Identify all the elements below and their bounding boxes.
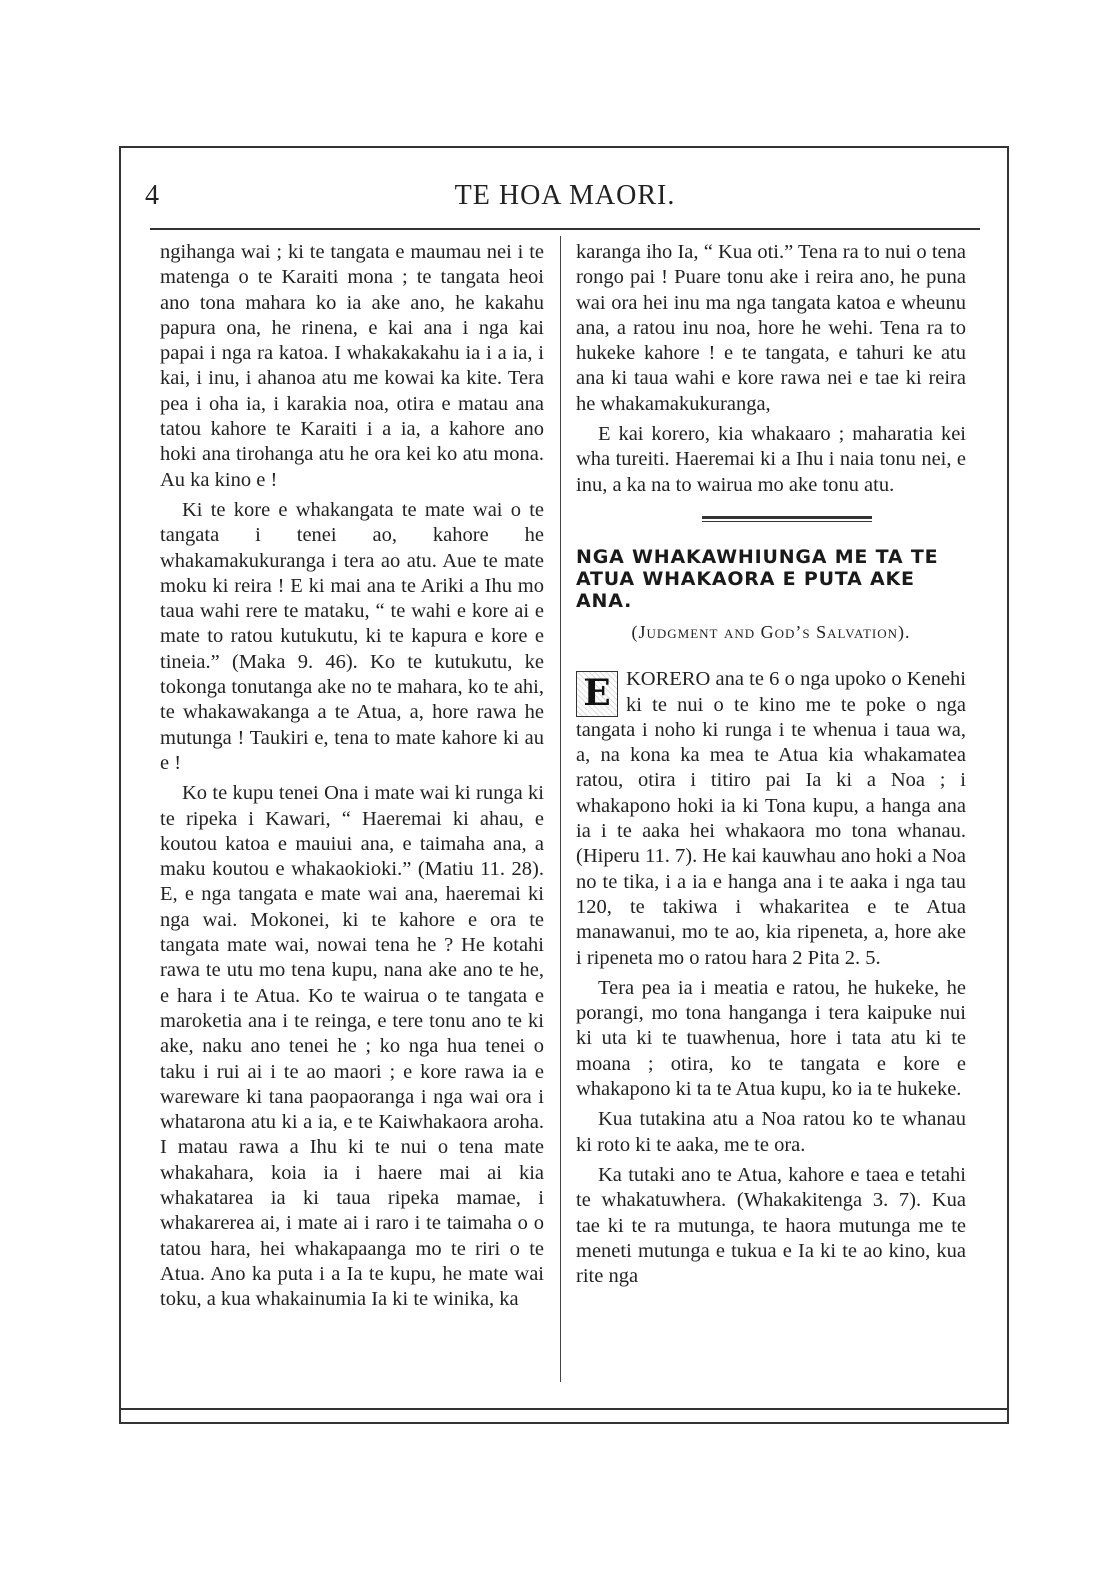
section-subtitle: (Judgment and God’s Salvation). — [631, 621, 911, 642]
right-paragraph-1: karanga iho Ia, “ Kua oti.” Tena ra to nui o tena rongo pai ! Puare tonu ake i reira ano, he puna wai ora hei inu ma nga tangata katoa e wheunu ana, a ratou inu noa, hore he wehi. Tena ra to hukeke kahore ! e te tangata, e tahuri ke atu ana ki taua wahi e kore rawa nei e tae ki reira he whakamakukuranga, — [576, 241, 966, 415]
bottom-rule — [119, 1408, 1009, 1410]
left-paragraph-2: Ki te kore e whakangata te mate wai o te tangata i tenei ao, kahore he whakamakukuranga i tera ao atu. Aue te mate moku ki reira ! E ki mai ana te Ariki a Ihu mo taua wahi rere te mataku, “ te wahi e kore ai e mate to ratou kutukutu, ki te kapura e kore e tineia.” (Maka 9. 46). Ko te kutukutu, ke tokonga tonutanga ake no te mahara, ko te ahi, te whakawakanga a te Atua, a, hore rawa he mutunga ! Taukiri e, tena to mate kahore ki au e ! — [160, 498, 544, 774]
right-paragraph-5: Ka tutaki ano te Atua, kahore e taea e tetahi te whakatuwhera. (Whakakitenga 3. 7). Kua tae ki te ra mutunga, te haora mutunga me te meneti mutunga e tukua e Ia ki te ao kino, kua rite nga — [576, 1163, 966, 1288]
right-paragraph-4: Kua tutakina atu a Noa ratou ko te whanau ki roto ki te aaka, me te ora. — [576, 1108, 966, 1156]
left-paragraph-1: ngihanga wai ; ki te tangata e maumau nei i te matenga o te Karaiti mona ; te tangata heoi ano tona mahara ko ia ake ano, he kakahu papura ona, he rinena, e kai ana i nga kai papai i nga ra katoa. I whakakakahu ia i a ia, i kai, i inu, i ahanoa atu me kowai ka kite. Tera pea i oha ia, i karakia noa, otira e matau ana tatou kahore te Karaiti i a ia, a kahore ano hoki ana tirohanga atu he ora kei ko atu mona. Au ka kino e ! — [160, 241, 544, 491]
page-number: 4 — [145, 180, 159, 211]
page-header — [145, 180, 985, 216]
section-heading: NGA WHAKAWHIUNGA ME TA TE ATUA WHAKAORA E PUTA AKE ANA. — [576, 545, 939, 612]
right-paragraph-3: Tera pea ia i meatia e ratou, he hukeke, he porangi, mo tona hanganga i tera kaipuke nui ki uta ki te tuawhenua, hore i tata atu ki te moana ; otira, ko te tangata e kore e whakapono ki ta te Atua kupu, ko ia te hukeke. — [576, 976, 966, 1101]
right-column — [576, 240, 966, 1294]
column-divider — [560, 236, 561, 1382]
dropcap-letter: E — [576, 671, 618, 717]
header-rule — [150, 228, 980, 230]
left-paragraph-3: Ko te kupu tenei Ona i mate wai ki runga ki te ripeka i Kawari, “ Haeremai ki ahau, e koutou katoa e mauiui ana, e taimaha ana, a maku koutou e whakaokioki.” (Matiu 11. 28). E, e nga tangata e mate wai ana, haeremai ki nga wai. Mokonei, ki te kahore e ora te tangata mate wai, nowai tena he ? He kotahi rawa te utu mo tena kupu, nana ake ano te he, e hara i te Atua. Ko te wairua o te tangata e maroketia ana i te reinga, e tere tonu ano te ki ake, naku ano tenei he ; ko nga hua tenei o taku i rui ai i te ao maori ; e kore rawa ia e wareware ki tana paopaoranga i nga wai ora i whatarona atu ki a ia, e te Kaiwhakaora aroha. I matau rawa a Ihu ki te nui o tena mate whakahara, koia ia i haere mai ai kia whakatarea ia ki taua ripeka mamae, i whakarerea ai, i mate ai i raro i te taimaha o o tatou hara, hei whakapaanga mo te riri o te Atua. Ano ka puta i a Ia te kupu, he mate wai toku, a kua whakainumia Ia ki te winika, ka — [160, 782, 544, 1311]
running-head-title: TE HOA MAORI. — [454, 180, 676, 211]
dropcap-paragraph — [576, 667, 966, 971]
section-ornament-rule — [702, 516, 872, 522]
dropcap-paragraph-text: KORERO ana te 6 o nga upoko o Kenehi ki te nui o te kino me te poke o nga tangata i noho ki runga i te whenua i taua wa, a, na kona ka mea te Atua kia whakamatea ratou, otira i titiro pai Ia ki a Noa ; i whakapono hoki ia ki Tona kupu, a hanga ana ia i te aaka hei whakaora mo tona whanau. (Hiperu 11. 7). He kai kauwhau ano hoki a Noa no te tika, i a ia e hanga ana i te aaka i nga tau 120, te takiwa i whakaritea e te Atua manawanui, mo te ao, kia ripeneta, a, hore ake i ripeneta mo o ratou hara 2 Pita 2. 5. — [576, 668, 966, 969]
left-column — [160, 240, 544, 1317]
right-paragraph-2: E kai korero, kia whakaaro ; maharatia kei wha tureiti. Haeremai ki a Ihu i naia tonu nei, e inu, a ka na to wairua mo ake tonu atu. — [576, 423, 966, 496]
